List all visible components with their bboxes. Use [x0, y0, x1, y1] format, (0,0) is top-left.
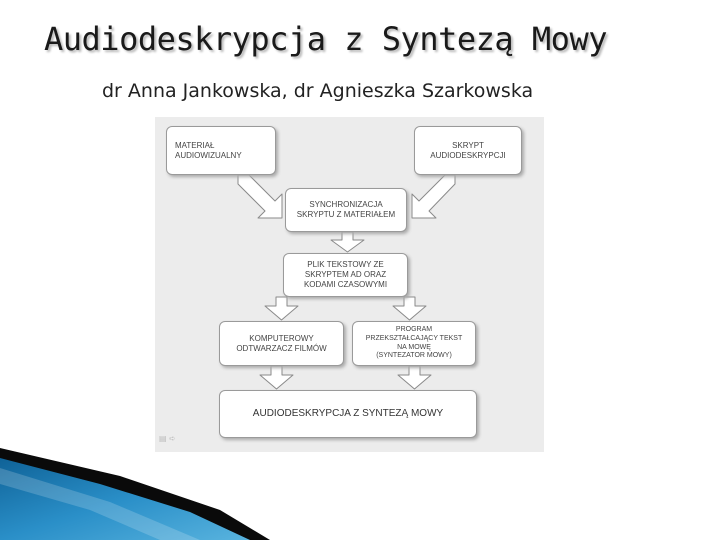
node-final: AUDIODESKRYPCJA Z SYNTEZĄ MOWY	[219, 390, 477, 438]
arrow-material-to-sync	[238, 175, 282, 218]
node-sync: SYNCHRONIZACJA SKRYPTU Z MATERIAŁEM	[285, 188, 407, 232]
arrow-textfile-to-tts	[393, 297, 426, 320]
corner-decoration	[0, 440, 720, 540]
slide-subtitle: dr Anna Jankowska, dr Agnieszka Szarkowska	[102, 80, 534, 102]
arrow-script-to-sync	[412, 175, 455, 218]
node-material: MATERIAŁ AUDIOWIZUALNY	[166, 126, 276, 175]
slide-title: Audiodeskrypcja z Syntezą Mowy	[44, 20, 607, 58]
node-textfile: PLIK TEKSTOWY ZE SKRYPTEM AD ORAZ KODAMI CZASOWYMI	[283, 253, 408, 297]
node-tts: PROGRAM PRZEKSZTAŁCAJĄCY TEKST NA MOWĘ (SYNTEZATOR MOWY)	[352, 321, 476, 366]
arrow-tts-to-final	[398, 366, 431, 389]
node-script: SKRYPT AUDIODESKRYPCJI	[414, 126, 522, 175]
node-player: KOMPUTEROWY ODTWARZACZ FILMÓW	[219, 321, 344, 366]
arrow-sync-to-textfile	[331, 232, 364, 252]
arrow-player-to-final	[260, 366, 293, 389]
arrow-textfile-to-player	[265, 297, 298, 320]
slide-nav-icon: ▤ ➪	[159, 434, 176, 443]
